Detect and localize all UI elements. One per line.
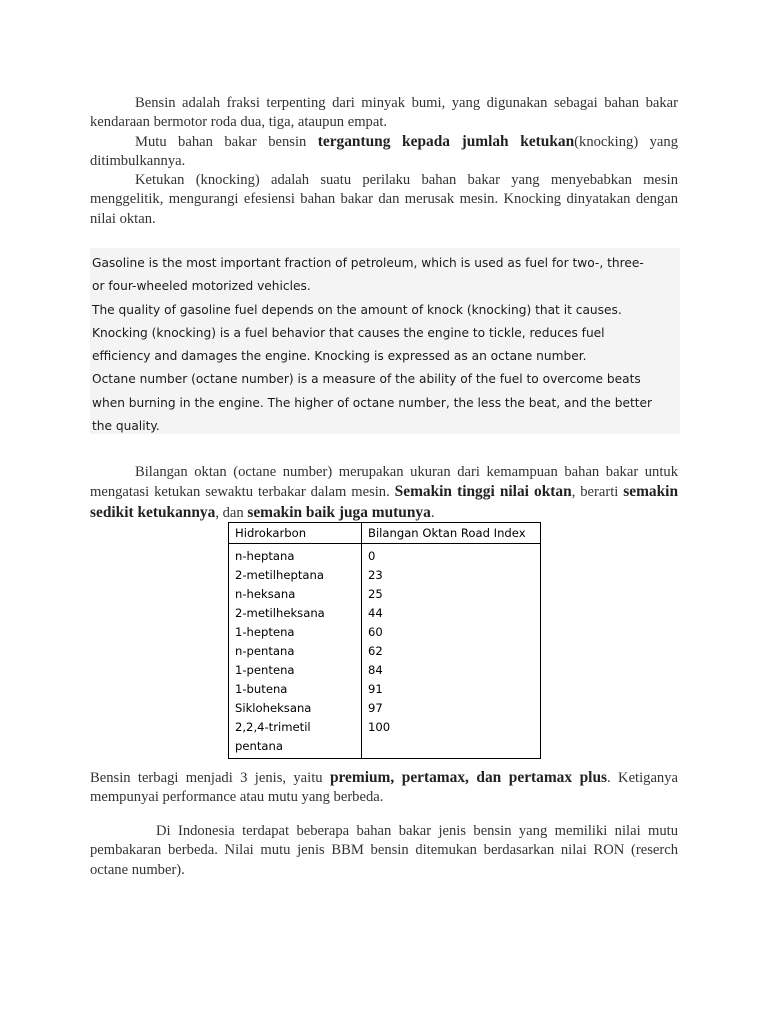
paragraph-octane-bold: Semakin tinggi nilai oktan [394,483,572,501]
octane-value: 0 [368,549,376,563]
hydrocarbon-name: 1-pentena [235,663,295,677]
paragraph-octane-number [90,463,678,523]
octane-table [228,522,541,759]
paragraph-octane-text: . [430,504,435,521]
octane-value: 23 [368,568,383,582]
paragraph-octane-bold: semakin sedikit ketukannya [90,483,678,521]
paragraph-gasoline-types-pre: Bensin terbagi menjadi 3 jenis, yaitu [90,770,330,786]
octane-value: 84 [368,663,383,677]
hydrocarbon-name: 2-metilheptana [235,568,324,582]
translation-line: efficiency and damages the engine. Knocking is expressed as an octane number. [92,349,587,364]
paragraph-fuel-quality-pre: Mutu bahan bakar bensin [135,134,318,150]
paragraph-gasoline-types-bold: premium, pertamax, dan pertamax plus [329,769,608,786]
octane-value: 91 [368,682,383,696]
paragraph-gasoline-types-post: . Ketiganya mempunyai performance atau mutu yang berbeda. [90,770,678,806]
translation-line: when burning in the engine. The higher of octane number, the less the beat, and the better [92,395,653,410]
table-header-row [229,523,541,544]
header-octane-index: Bilangan Oktan Road Index [362,523,541,544]
paragraph-octane-text: , dan [215,504,248,521]
octane-value: 100 [368,720,391,734]
paragraph-octane-text: , berarti [571,484,624,501]
hydrocarbon-name: 2,2,4-trimetil [235,720,311,734]
paragraph-knocking: Ketukan (knocking) adalah suatu perilaku bahan bakar yang menyebabkan mesin menggelitik, mengurangi efesiensi bahan bakar dan merusak mesin. Knocking dinyatakan dengan nilai oktan. [90,172,678,227]
octane-value: 44 [368,606,383,620]
paragraph-fuel-quality-post: (knocking) yang ditimbulkannya. [90,134,678,170]
octane-value-column [362,544,541,759]
translation-line: the quality. [92,419,160,434]
paragraph-octane-bold: semakin baik juga mutunya [247,503,431,521]
hydrocarbon-column [229,544,362,759]
hydrocarbon-name: 1-butena [235,682,288,696]
hydrocarbon-name: n-heksana [235,587,296,601]
translation-line: Knocking (knocking) is a fuel behavior that causes the engine to tickle, reduces fuel [92,325,605,340]
header-hydrocarbon: Hidrokarbon [229,523,362,544]
translation-line: or four-wheeled motorized vehicles. [92,279,311,294]
octane-value: 25 [368,587,383,601]
paragraph-ron: Di Indonesia terdapat beberapa bahan bakar jenis bensin yang memiliki nilai mutu pembakaran berbeda. Nilai mutu jenis BBM bensin ditemukan berdasarkan nilai RON (reserch octane number). [90,823,678,878]
octane-value: 62 [368,644,383,658]
octane-value: 60 [368,625,383,639]
translation-box [90,248,680,434]
hydrocarbon-name: Sikloheksana [235,701,312,715]
translation-line: Octane number (octane number) is a measure of the ability of the fuel to overcome beats [92,372,641,387]
paragraph-gasoline-intro: Bensin adalah fraksi terpenting dari minyak bumi, yang digunakan sebagai bahan bakar kendaraan bermotor roda dua, tiga, ataupun empat. [90,95,678,131]
hydrocarbon-name: n-heptana [235,549,295,563]
translation-line: The quality of gasoline fuel depends on the amount of knock (knocking) that it causes. [92,302,622,317]
translation-line: Gasoline is the most important fraction of petroleum, which is used as fuel for two-, three- [92,256,644,270]
table-row [229,544,541,759]
hydrocarbon-name: 1-heptena [235,625,295,639]
hydrocarbon-name: pentana [235,739,283,753]
paragraph-octane-text: Bilangan oktan (octane number) merupakan ukuran dari kemampuan bahan bakar untuk mengatasi ketukan sewaktu terbakar dalam mesin. [90,464,678,501]
paragraph-gasoline-types [90,768,678,808]
paragraph-fuel-quality [90,132,678,172]
paragraph-fuel-quality-bold: tergantung kepada jumlah ketukan [317,133,575,150]
hydrocarbon-name: n-pentana [235,644,295,658]
hydrocarbon-name: 2-metilheksana [235,606,325,620]
octane-value: 97 [368,701,383,715]
